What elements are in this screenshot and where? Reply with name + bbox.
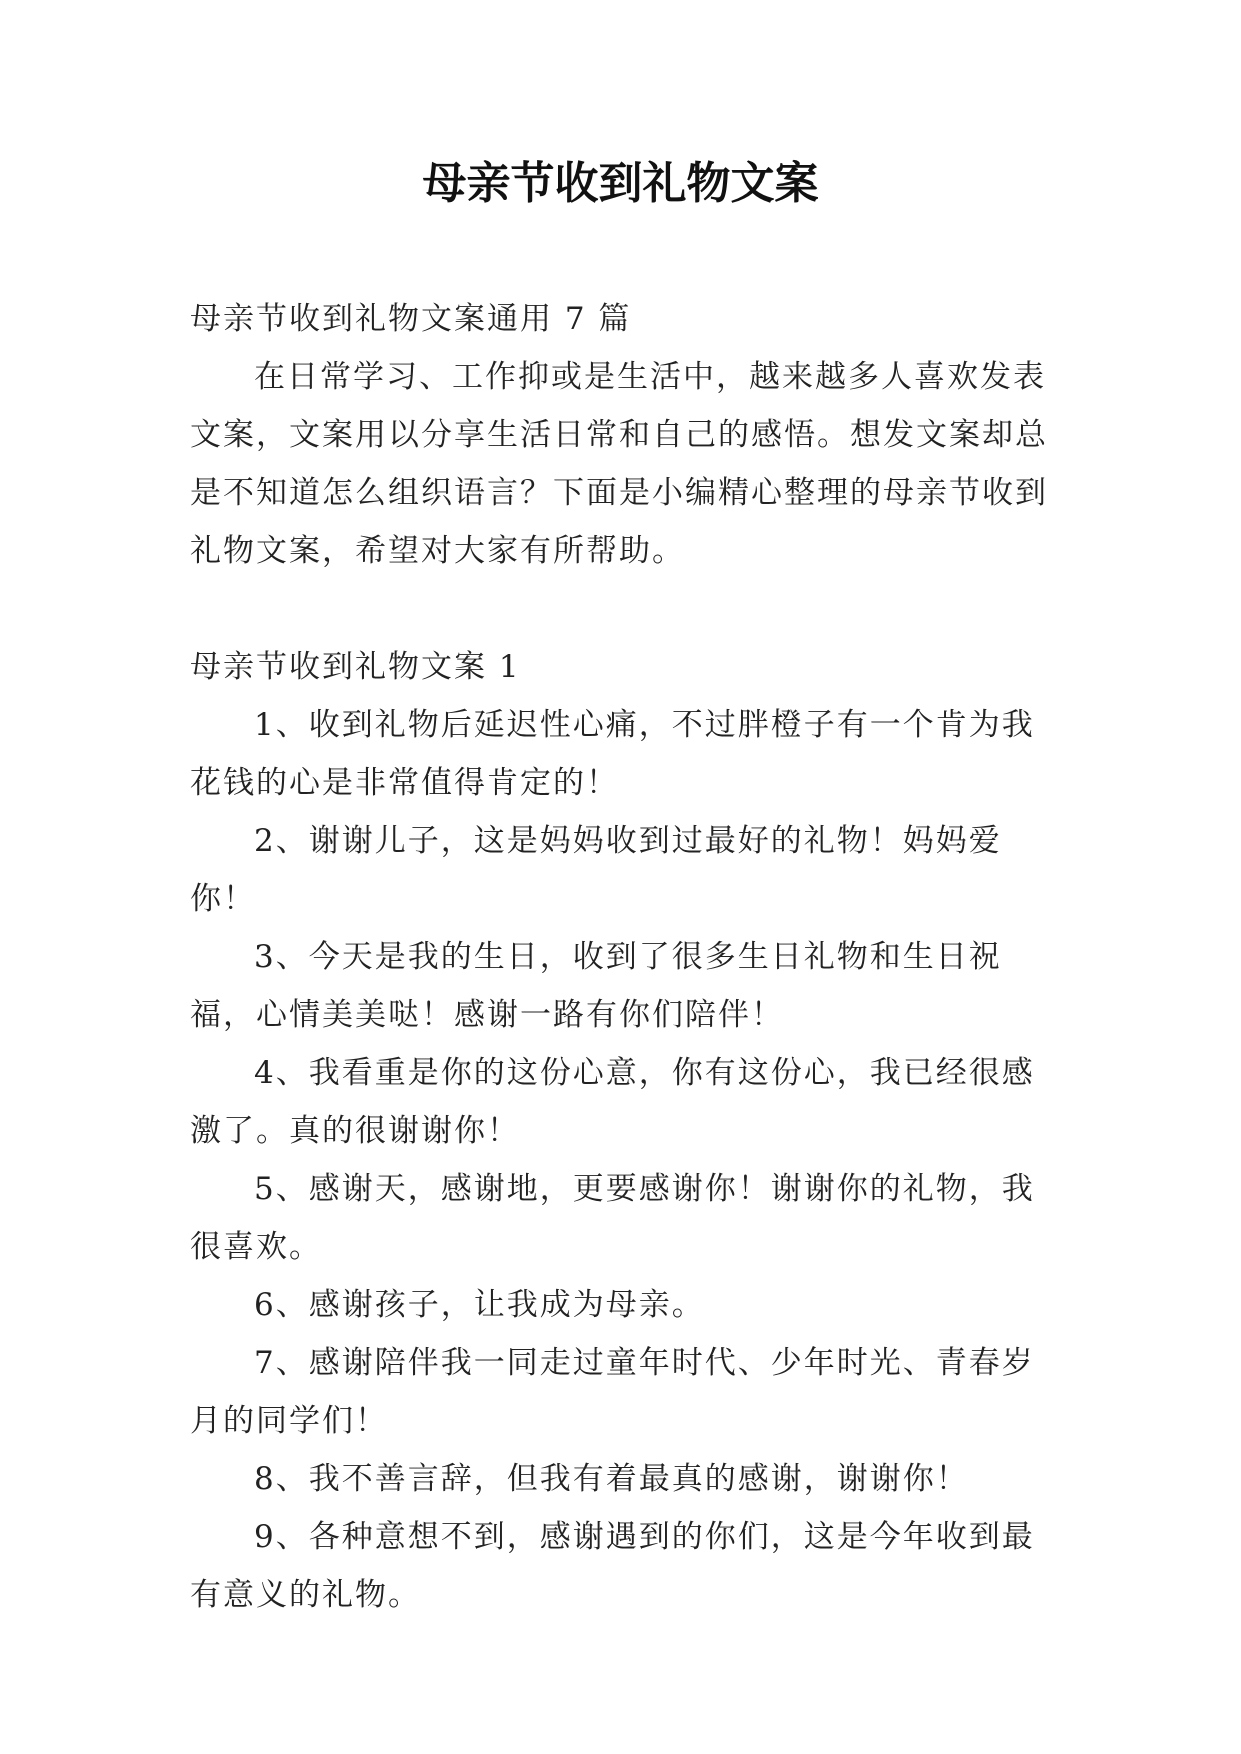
document-subtitle: 母亲节收到礼物文案通用 7 篇 (190, 301, 632, 337)
section-heading: 母亲节收到礼物文案 1 (190, 649, 521, 685)
document-body (190, 290, 1060, 1624)
list-item: 8、我不善言辞，但我有着最真的感谢，谢谢你！ (254, 1461, 969, 1497)
section-spacer (190, 580, 1060, 638)
list-item: 3、今天是我的生日，收到了很多生日礼物和生日祝福，心情美美哒！感谢一路有你们陪伴！ (190, 939, 1002, 1033)
list-item: 1、收到礼物后延迟性心痛，不过胖橙子有一个肯为我花钱的心是非常值得肯定的！ (190, 707, 1035, 801)
list-item: 6、感谢孩子，让我成为母亲。 (254, 1287, 705, 1323)
intro-paragraph: 在日常学习、工作抑或是生活中，越来越多人喜欢发表文案，文案用以分享生活日常和自己的感悟。想发文案却总是不知道怎么组织语言？下面是小编精心整理的母亲节收到礼物文案，希望对大家有所帮助。 (190, 359, 1048, 569)
list-item: 2、谢谢儿子，这是妈妈收到过最好的礼物！妈妈爱你！ (190, 823, 1002, 917)
list-item: 7、感谢陪伴我一同走过童年时代、少年时光、青春岁月的同学们！ (190, 1345, 1035, 1439)
list-item: 9、各种意想不到，感谢遇到的你们，这是今年收到最有意义的礼物。 (190, 1519, 1035, 1613)
list-item: 5、感谢天，感谢地，更要感谢你！谢谢你的礼物，我很喜欢。 (190, 1171, 1035, 1265)
list-item: 4、我看重是你的这份心意，你有这份心，我已经很感激了。真的很谢谢你！ (190, 1055, 1035, 1149)
page-title: 母亲节收到礼物文案 (422, 158, 819, 209)
